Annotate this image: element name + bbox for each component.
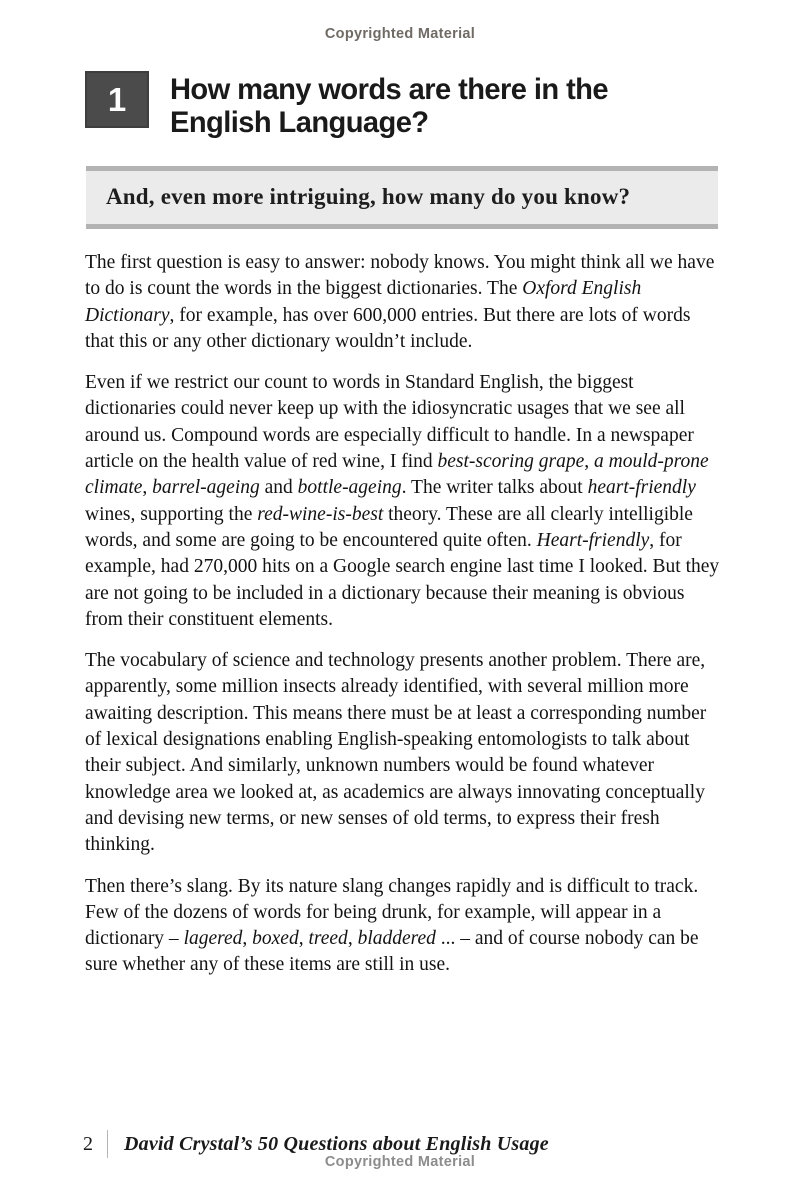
chapter-number: 1	[107, 80, 127, 118]
subtitle-text: And, even more intriguing, how many do you know?	[106, 183, 631, 209]
page-title	[170, 71, 608, 139]
paragraph: The first question is easy to answer: nobody knows. You might think all we have to do is count the words in the biggest dictionaries. The Oxford English Dictionary, for example, has over 600,000 entries. But there are lots of words that this or any other dictionary wouldn’t include.	[85, 252, 715, 352]
footer-page-number: 2	[83, 1132, 93, 1155]
body-paragraphs	[85, 250, 722, 994]
copyright-notice-bottom: Copyrighted Material	[324, 1154, 476, 1170]
chapter-number-badge	[85, 71, 149, 128]
paragraph: Even if we restrict our count to words in Standard English, the biggest dictionaries could never keep up with the idiosyncratic usages that we see all around us. Compound words are especially difficult to handle. In a newspaper article on the health value of red wine, I find best-scoring grape, a mould-prone climate, barrel-ageing and bottle-ageing. The writer talks about heart-friendly wines, supporting the red-wine-is-best theory. These are all clearly intelligible words, and some are going to be encountered quite often. Heart-friendly, for example, had 270,000 hits on a Google search engine last time I looked. But they are not going to be included in a dictionary because their meaning is obvious from their constituent elements.	[85, 372, 720, 630]
page-title-line2: English Language?	[170, 106, 429, 139]
paragraph: Then there’s slang. By its nature slang changes rapidly and is difficult to track. Few of the dozens of words for being drunk, for example, will appear in a dictionary – lagered, boxed, treed, bladdered ... – and of course nobody can be sure whether any of these items are still in use.	[85, 875, 699, 976]
footer-book-title: David Crystal’s 50 Questions about English Usage	[124, 1132, 549, 1155]
subtitle-banner	[86, 166, 718, 229]
paragraph: The vocabulary of science and technology presents another problem. There are, apparently, some million insects already identified, with several million more awaiting description. This means there must be at least a corresponding number of lexical designations enabling English-speaking entomologists to talk about their subject. And similarly, unknown numbers would be found whatever knowledge area we looked at, as academics are always innovating conceptually and devising new terms, or new senses of old terms, to express their fresh thinking.	[85, 650, 707, 856]
chapter-header	[85, 71, 740, 139]
copyright-notice-top: Copyrighted Material	[324, 26, 476, 42]
page-title-line1: How many words are there in the	[170, 73, 608, 106]
